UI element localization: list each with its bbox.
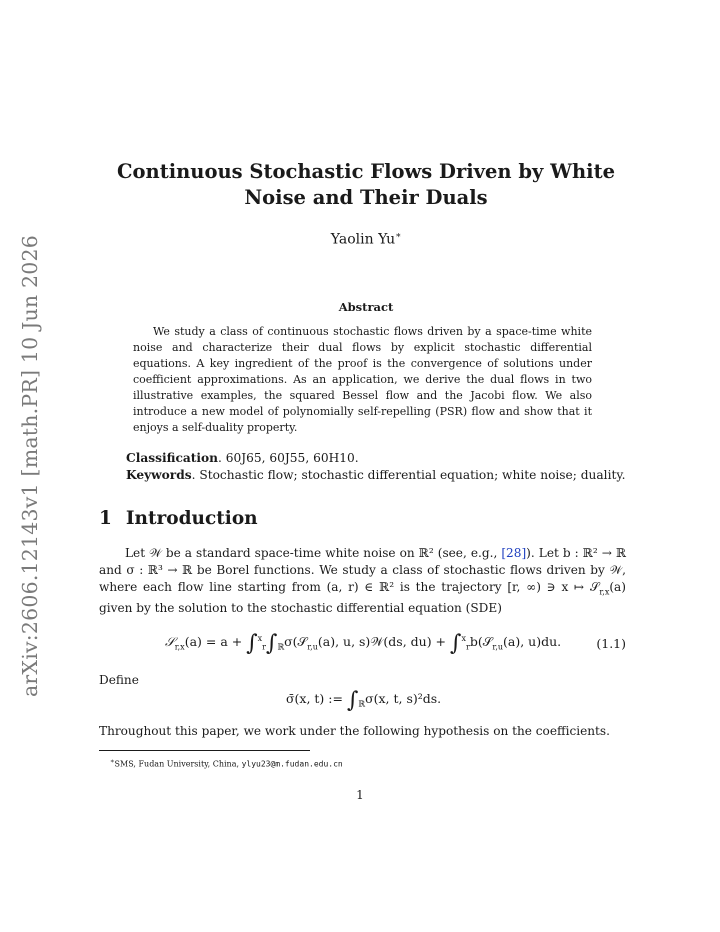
eq-sub: r,u — [492, 642, 504, 652]
equation-1-1 — [165, 631, 561, 656]
int-lower: r — [465, 642, 470, 652]
eq-term: (a), u, s)𝒲(ds, du) + — [317, 634, 450, 649]
equation-number: (1.1) — [596, 636, 626, 651]
intro-text-part: Let 𝒲 be a standard space-time white noise on ℝ² (see, e.g., — [125, 546, 502, 560]
eq-lhs-arg: (a) = a + — [184, 634, 247, 649]
integral-sign: ∫ — [450, 631, 462, 656]
paper-title: Continuous Stochastic Flows Driven by White Noise and Their Duals — [116, 160, 616, 209]
footnote-text: SMS, Fudan University, China, — [114, 759, 242, 769]
footnote-rule — [99, 750, 310, 751]
footnote-mark: ∗ — [110, 757, 115, 765]
classification-label: Classification — [126, 451, 219, 465]
keywords-line — [126, 468, 626, 482]
eq-term: σ(𝒮 — [284, 634, 308, 649]
citation-link[interactable]: [28] — [501, 546, 527, 560]
abstract-body: We study a class of continuous stochastic flows driven by a space-time white noise and characterize their dual flows by explicit stochastic differential equations. A key ingredient of the proof is the convergence of solutions under coefficient approximations. As an application, we derive the dual flows in two illustrative examples, the squared Bessel flow and the Jacobi flow. We also introduce a new model of polynomially self-repelling (PSR) flow and show that it enjoys a self-duality property. — [133, 325, 592, 434]
integral-sign: ∫ — [266, 631, 278, 656]
classification-line — [126, 451, 359, 465]
page-number: 1 — [356, 788, 364, 802]
int-lower: ℝ — [277, 642, 285, 652]
footnote-email[interactable]: ylyu23@m.fudan.edu.cn — [241, 759, 343, 769]
intro-subscript: r,x — [599, 587, 610, 597]
abstract-heading: Abstract — [338, 300, 394, 314]
author-line — [100, 231, 632, 248]
classification-value: . 60J65, 60J55, 60H10. — [218, 451, 359, 465]
eq-term: (a), u)du. — [503, 634, 562, 649]
int-lower: ℝ — [358, 699, 366, 709]
eq-sub: r,u — [307, 642, 318, 652]
intro-paragraph — [99, 545, 626, 617]
section-heading — [99, 508, 258, 529]
eq-term: b(𝒮 — [469, 634, 493, 649]
author-name: Yaolin Yu — [330, 231, 396, 248]
closing-sentence: Throughout this paper, we work under the following hypothesis on the coefficients. — [99, 724, 610, 738]
arxiv-sidebar-stamp: arXiv:2606.12143v1 [math.PR] 10 Jun 2026 — [18, 235, 42, 697]
define-text: Define — [99, 673, 139, 687]
keywords-value: . Stochastic flow; stochastic differential equation; white noise; duality. — [191, 468, 626, 482]
intro-text-part: (a) given by the solution to the stochastic differential equation (SDE) — [99, 580, 626, 616]
footnote — [110, 757, 343, 769]
intro-text-part: ). Let b : ℝ² → ℝ and σ : ℝ³ → ℝ be Borel functions. We study a class of stochastic flows driven by 𝒲, where each flow line starting from (a, r) ∈ ℝ² is the trajectory [r, ∞) ∋ x ↦ 𝒮 — [99, 546, 626, 594]
int-upper: x — [461, 633, 466, 643]
integral-sign: ∫ — [246, 631, 258, 656]
section-number: 1 — [99, 508, 112, 529]
int-upper: x — [257, 633, 263, 643]
eq-lhs-sub: r,x — [174, 642, 185, 652]
section-title: Introduction — [125, 508, 258, 529]
integral-sign: ∫ — [346, 688, 359, 713]
eq-lhs: σ̄(x, t) := — [286, 691, 347, 706]
keywords-label: Keywords — [126, 468, 192, 482]
author-footnote-mark: ∗ — [395, 231, 402, 241]
eq-lhs: 𝒮 — [165, 634, 175, 649]
eq-body: σ(x, t, s)²ds. — [365, 691, 442, 706]
int-lower: r — [262, 642, 266, 652]
equation-define — [286, 688, 441, 713]
